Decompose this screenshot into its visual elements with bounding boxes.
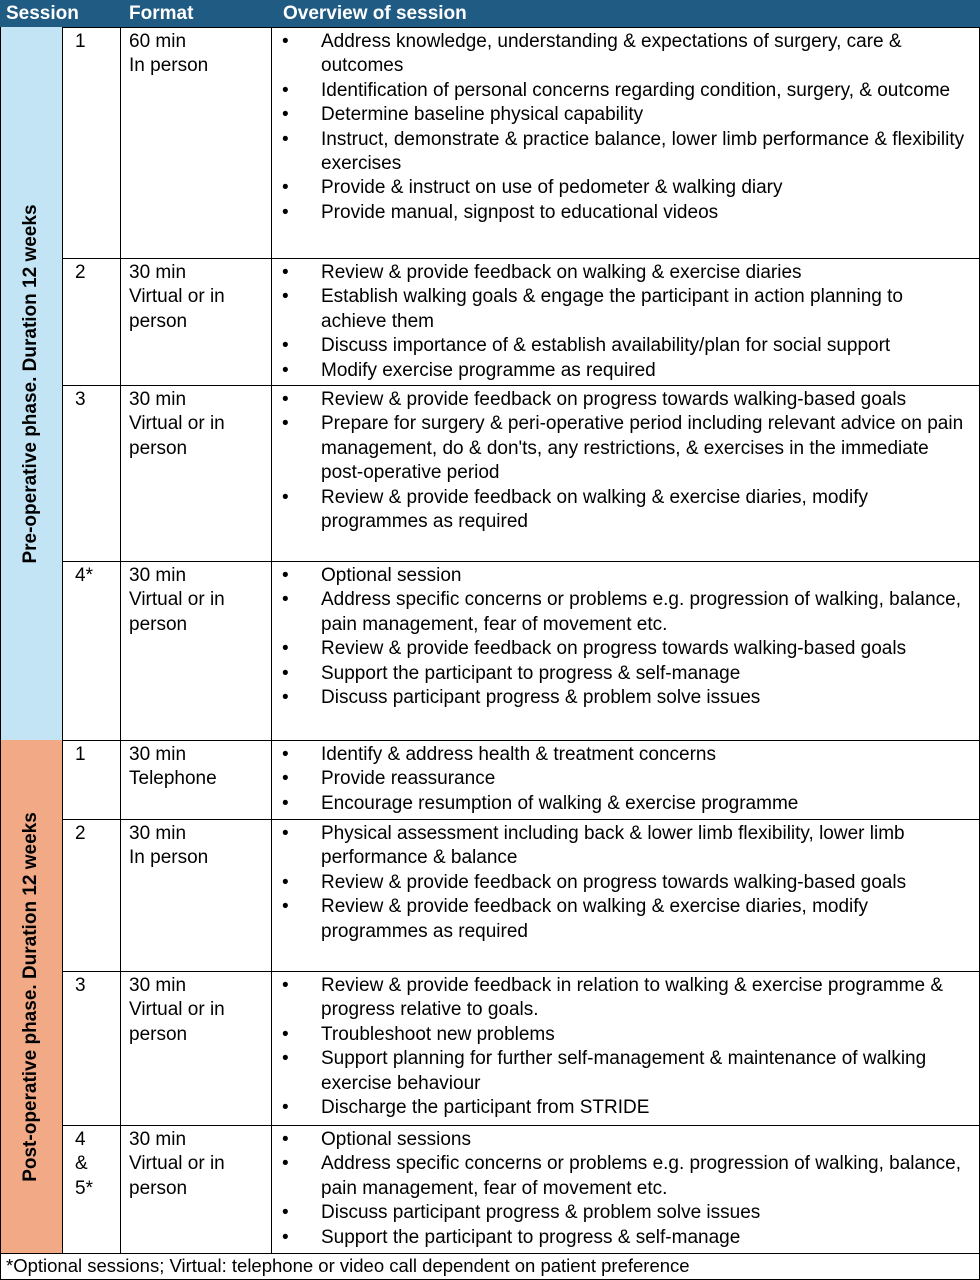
post-operative-phase xyxy=(0,740,63,1253)
session-format: 30 min Virtual or in person xyxy=(129,1129,225,1199)
header-format: Format xyxy=(129,3,194,24)
overview-item-text: Review & provide feedback on progress towards walking-based goals xyxy=(321,638,907,660)
bullet-icon: • xyxy=(282,177,289,199)
overview-item-text: Support planning for further self-management & maintenance of walking exercise behaviour xyxy=(321,1048,927,1094)
overview-item xyxy=(271,79,980,103)
overview-item xyxy=(271,822,980,871)
bullet-icon: • xyxy=(282,128,289,150)
overview-item xyxy=(271,261,980,285)
overview-item xyxy=(271,767,980,791)
overview-item-text: Review & provide feedback on progress towards walking-based goals xyxy=(321,871,907,893)
overview-item-text: Identification of personal concerns regarding condition, surgery, & outcome xyxy=(321,79,951,101)
session-overview xyxy=(271,261,980,383)
bullet-icon: • xyxy=(282,792,289,814)
overview-item-text: Review & provide feedback on walking & exercise diaries, modify programmes as required xyxy=(321,896,869,942)
header-overview: Overview of session xyxy=(283,3,467,24)
session-number: 4* xyxy=(75,565,93,586)
overview-list xyxy=(271,261,980,383)
footnote: *Optional sessions; Virtual: telephone or video call dependent on patient preference xyxy=(0,1253,980,1280)
bullet-icon: • xyxy=(282,104,289,126)
overview-item xyxy=(271,1201,980,1225)
session-number: 3 xyxy=(75,975,86,996)
overview-list xyxy=(271,822,980,944)
header-session: Session xyxy=(6,3,79,24)
overview-item-text: Instruct, demonstrate & practice balance, lower limb performance & flexibility exercises xyxy=(321,128,965,175)
table-row xyxy=(63,819,980,971)
column-divider xyxy=(271,27,272,1253)
overview-item-text: Address knowledge, understanding & expectations of surgery, care & outcomes xyxy=(321,31,902,77)
bullet-icon: • xyxy=(282,589,289,611)
overview-item-text: Modify exercise programme as required xyxy=(321,359,656,381)
overview-item xyxy=(271,285,980,334)
overview-item xyxy=(271,743,980,767)
table-row xyxy=(63,1125,980,1253)
session-overview xyxy=(271,743,980,816)
bullet-icon: • xyxy=(282,871,289,893)
bullet-icon: • xyxy=(282,1153,289,1175)
overview-item xyxy=(271,486,980,535)
overview-item-text: Discharge the participant from STRIDE xyxy=(321,1097,650,1119)
bullet-icon: • xyxy=(282,768,289,790)
overview-item xyxy=(271,30,980,79)
bullet-icon: • xyxy=(282,1023,289,1045)
session-format: 30 min Virtual or in person xyxy=(129,262,225,332)
overview-item xyxy=(271,128,980,177)
overview-item-text: Discuss participant progress & problem solve issues xyxy=(321,687,761,709)
bullet-icon: • xyxy=(282,1129,289,1150)
bullet-icon: • xyxy=(282,687,289,709)
overview-item xyxy=(271,201,980,225)
overview-item xyxy=(271,1226,980,1250)
overview-item xyxy=(271,388,980,412)
bullet-icon: • xyxy=(282,1048,289,1070)
overview-item xyxy=(271,1152,980,1201)
overview-item xyxy=(271,1047,980,1096)
bullet-icon: • xyxy=(282,389,289,410)
table-row xyxy=(63,258,980,385)
table-row xyxy=(63,740,980,819)
overview-item-text: Address specific concerns or problems e.g. progression of walking, balance, pain management, fear of movement etc. xyxy=(321,1153,961,1199)
overview-item-text: Review & provide feedback on progress towards walking-based goals xyxy=(321,389,907,410)
session-format: 30 min Virtual or in person xyxy=(129,975,225,1045)
table-row xyxy=(63,561,980,740)
overview-item-text: Provide & instruct on use of pedometer & walking diary xyxy=(321,177,783,199)
overview-item-text: Identify & address health & treatment concerns xyxy=(321,744,716,765)
session-number: 2 xyxy=(75,823,86,844)
bullet-icon: • xyxy=(282,79,289,101)
session-format: 30 min Telephone xyxy=(129,744,217,790)
overview-list xyxy=(271,388,980,534)
session-number: 3 xyxy=(75,389,86,410)
overview-item-text: Discuss participant progress & problem solve issues xyxy=(321,1202,761,1224)
overview-item-text: Determine baseline physical capability xyxy=(321,104,644,126)
overview-item-text: Optional session xyxy=(321,565,462,586)
session-overview xyxy=(271,974,980,1120)
table-row xyxy=(63,27,980,258)
session-number: 1 xyxy=(75,744,86,765)
pre-operative-phase xyxy=(0,27,63,740)
overview-item xyxy=(271,895,980,944)
overview-list xyxy=(271,30,980,225)
overview-item-text: Provide manual, signpost to educational videos xyxy=(321,201,719,223)
overview-item xyxy=(271,334,980,358)
table-border xyxy=(0,27,1,1280)
bullet-icon: • xyxy=(282,1226,289,1248)
overview-item-text: Review & provide feedback in relation to walking & exercise programme & progress relative to goals. xyxy=(321,975,944,1021)
session-number: 2 xyxy=(75,262,86,283)
overview-list xyxy=(271,974,980,1120)
bullet-icon: • xyxy=(282,662,289,684)
overview-list xyxy=(271,564,980,710)
bullet-icon: • xyxy=(282,638,289,660)
overview-item-text: Troubleshoot new problems xyxy=(321,1023,555,1045)
bullet-icon: • xyxy=(282,201,289,223)
overview-item-text: Optional sessions xyxy=(321,1129,471,1150)
bullet-icon: • xyxy=(282,31,289,52)
session-format: 30 min Virtual or in person xyxy=(129,389,225,459)
bullet-icon: • xyxy=(282,1097,289,1119)
overview-list xyxy=(271,743,980,816)
overview-item-text: Encourage resumption of walking & exercise programme xyxy=(321,792,799,814)
overview-item-text: Establish walking goals & engage the participant in action planning to achieve them xyxy=(321,286,903,332)
column-divider xyxy=(120,27,121,1253)
session-format: 30 min Virtual or in person xyxy=(129,565,225,635)
session-number: 4 & 5* xyxy=(75,1129,93,1199)
overview-item xyxy=(271,637,980,661)
bullet-icon: • xyxy=(282,413,289,435)
bullet-icon: • xyxy=(282,1202,289,1224)
bullet-icon: • xyxy=(282,823,289,844)
overview-item xyxy=(271,359,980,383)
bullet-icon: • xyxy=(282,335,289,357)
bullet-icon: • xyxy=(282,286,289,308)
bullet-icon: • xyxy=(282,565,289,586)
overview-item xyxy=(271,1023,980,1047)
overview-item-text: Discuss importance of & establish availability/plan for social support xyxy=(321,335,891,357)
bullet-icon: • xyxy=(282,486,289,508)
overview-item-text: Support the participant to progress & self-manage xyxy=(321,662,741,684)
overview-item xyxy=(271,588,980,637)
overview-item-text: Support the participant to progress & self-manage xyxy=(321,1226,741,1248)
overview-item xyxy=(271,792,980,816)
pre-operative-phase-label: Pre-operative phase. Duration 12 weeks xyxy=(20,203,41,564)
session-number: 1 xyxy=(75,31,86,52)
session-format: 30 min In person xyxy=(129,823,209,869)
overview-item xyxy=(271,564,980,588)
bullet-icon: • xyxy=(282,262,289,283)
session-overview xyxy=(271,822,980,944)
overview-item xyxy=(271,103,980,127)
session-overview xyxy=(271,1128,980,1250)
session-overview xyxy=(271,388,980,534)
overview-list xyxy=(271,1128,980,1250)
post-operative-phase-label: Post-operative phase. Duration 12 weeks xyxy=(20,811,41,1182)
overview-item-text: Physical assessment including back & lower limb flexibility, lower limb performance & balance xyxy=(321,823,905,869)
overview-item xyxy=(271,974,980,1023)
bullet-icon: • xyxy=(282,896,289,918)
overview-item xyxy=(271,871,980,895)
overview-item xyxy=(271,1128,980,1152)
overview-item xyxy=(271,686,980,710)
overview-item-text: Review & provide feedback on walking & exercise diaries, modify programmes as required xyxy=(321,486,869,533)
overview-item xyxy=(271,1096,980,1120)
overview-item-text: Address specific concerns or problems e.g. progression of walking, balance, pain management, fear of movement etc. xyxy=(321,589,961,635)
overview-item xyxy=(271,412,980,485)
overview-item xyxy=(271,662,980,686)
overview-item xyxy=(271,176,980,200)
table-header xyxy=(0,0,980,27)
bullet-icon: • xyxy=(282,975,289,996)
bullet-icon: • xyxy=(282,359,289,381)
session-overview xyxy=(271,564,980,710)
table-row xyxy=(63,971,980,1125)
bullet-icon: • xyxy=(282,744,289,765)
overview-item-text: Prepare for surgery & peri-operative period including relevant advice on pain management, do & don'ts, any restrictions, & exercises in the immediate post-operative period xyxy=(321,413,964,484)
table-row xyxy=(63,385,980,561)
overview-item-text: Review & provide feedback on walking & exercise diaries xyxy=(321,262,802,283)
overview-item-text: Provide reassurance xyxy=(321,768,496,790)
session-overview xyxy=(271,30,980,225)
session-format: 60 min In person xyxy=(129,31,209,77)
